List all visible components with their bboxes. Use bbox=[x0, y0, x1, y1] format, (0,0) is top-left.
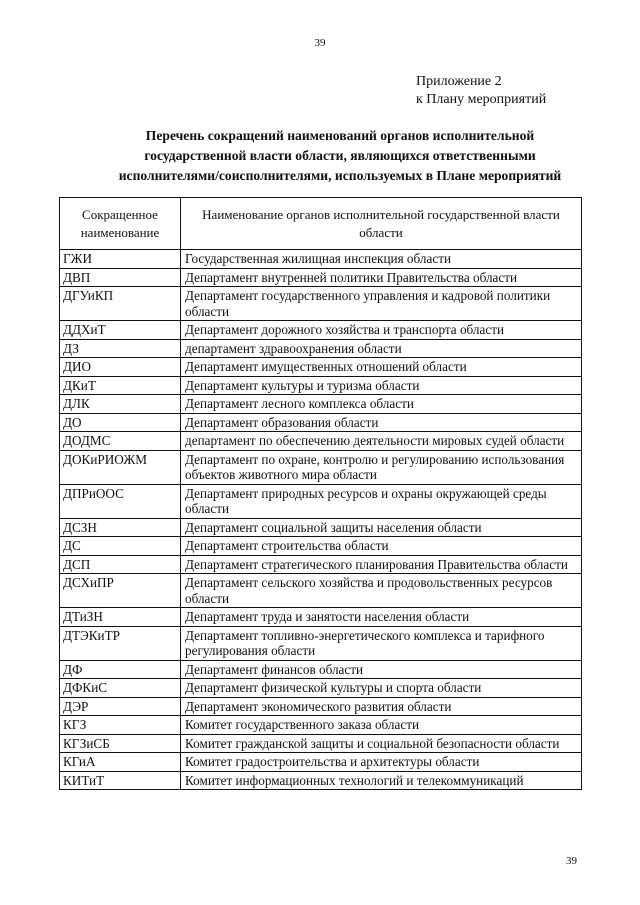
abbreviation-cell: ГЖИ bbox=[60, 250, 181, 269]
table-row bbox=[60, 518, 582, 537]
table-row bbox=[60, 753, 582, 772]
abbreviations-table bbox=[59, 197, 582, 790]
table-row bbox=[60, 716, 582, 735]
table-row bbox=[60, 268, 582, 287]
table-row bbox=[60, 376, 582, 395]
full-name-cell: департамент по обеспечению деятельности мировых судей области bbox=[181, 432, 582, 451]
abbreviation-cell: ДО bbox=[60, 413, 181, 432]
full-name-cell: Департамент внутренней политики Правительства области bbox=[181, 268, 582, 287]
table-row bbox=[60, 555, 582, 574]
full-name-cell: Департамент топливно-энергетического комплекса и тарифного регулирования области bbox=[181, 626, 582, 660]
table-row bbox=[60, 574, 582, 608]
abbreviation-cell: КГиА bbox=[60, 753, 181, 772]
table-row bbox=[60, 321, 582, 340]
table-row bbox=[60, 626, 582, 660]
table-row bbox=[60, 358, 582, 377]
abbreviation-cell: ДЛК bbox=[60, 395, 181, 414]
page-number-top: 39 bbox=[314, 37, 326, 49]
full-name-cell: Департамент стратегического планирования Правительства области bbox=[181, 555, 582, 574]
abbreviation-cell: ДСЗН bbox=[60, 518, 181, 537]
table-row bbox=[60, 395, 582, 414]
full-name-cell: Департамент труда и занятости населения области bbox=[181, 608, 582, 627]
full-name-cell: Комитет государственного заказа области bbox=[181, 716, 582, 735]
table-row bbox=[60, 287, 582, 321]
full-name-cell: Департамент социальной защиты населения области bbox=[181, 518, 582, 537]
table-row bbox=[60, 679, 582, 698]
abbreviation-cell: ДГУиКП bbox=[60, 287, 181, 321]
abbreviation-cell: ДОКиРИОЖМ bbox=[60, 450, 181, 484]
full-name-cell: Департамент природных ресурсов и охраны окружающей среды области bbox=[181, 484, 582, 518]
full-name-cell: Департамент дорожного хозяйства и транспорта области bbox=[181, 321, 582, 340]
full-name-cell: Департамент экономического развития области bbox=[181, 697, 582, 716]
table-row bbox=[60, 660, 582, 679]
full-name-cell: Департамент сельского хозяйства и продовольственных ресурсов области bbox=[181, 574, 582, 608]
abbreviation-cell: ДВП bbox=[60, 268, 181, 287]
abbreviation-cell: КИТиТ bbox=[60, 771, 181, 790]
full-name-cell: Департамент финансов области bbox=[181, 660, 582, 679]
document-title: Перечень сокращений наименований органов исполнительной государственной власти области, являющихся ответственными исполнителями/соисполнителями, используемых в Плане мероприятий bbox=[118, 128, 562, 183]
abbreviation-cell: КГЗиСБ bbox=[60, 734, 181, 753]
table-row bbox=[60, 771, 582, 790]
abbreviation-cell: ДЗ bbox=[60, 339, 181, 358]
abbreviation-cell: ДСП bbox=[60, 555, 181, 574]
abbreviation-cell: ДТЭКиТР bbox=[60, 626, 181, 660]
table-row bbox=[60, 484, 582, 518]
table-row bbox=[60, 339, 582, 358]
appendix-line-1: Приложение 2 bbox=[416, 74, 502, 89]
table-row bbox=[60, 413, 582, 432]
full-name-cell: Комитет информационных технологий и телекоммуникаций bbox=[181, 771, 582, 790]
table-header-row bbox=[60, 198, 582, 250]
table-row bbox=[60, 537, 582, 556]
full-name-cell: Департамент по охране, контролю и регулированию использования объектов животного мира области bbox=[181, 450, 582, 484]
full-name-cell: Департамент образования области bbox=[181, 413, 582, 432]
full-name-cell: Комитет градостроительства и архитектуры области bbox=[181, 753, 582, 772]
table-row bbox=[60, 450, 582, 484]
table-row bbox=[60, 432, 582, 451]
abbreviation-cell: ДФКиС bbox=[60, 679, 181, 698]
full-name-cell: Департамент государственного управления и кадровой политики области bbox=[181, 287, 582, 321]
full-name-cell: Департамент физической культуры и спорта области bbox=[181, 679, 582, 698]
abbreviation-cell: ДЭР bbox=[60, 697, 181, 716]
abbreviation-cell: ДПРиООС bbox=[60, 484, 181, 518]
table-row bbox=[60, 734, 582, 753]
full-name-cell: Департамент имущественных отношений области bbox=[181, 358, 582, 377]
table-row bbox=[60, 250, 582, 269]
header-full-name: Наименование органов исполнительной государственной власти области bbox=[181, 198, 582, 250]
appendix-line-2: к Плану мероприятий bbox=[416, 92, 547, 107]
table-row bbox=[60, 608, 582, 627]
abbreviation-cell: ДКиТ bbox=[60, 376, 181, 395]
abbreviation-cell: ДОДМС bbox=[60, 432, 181, 451]
full-name-cell: департамент здравоохранения области bbox=[181, 339, 582, 358]
abbreviation-cell: ДФ bbox=[60, 660, 181, 679]
header-abbreviation: Сокращенное наименование bbox=[60, 198, 181, 250]
abbreviation-cell: ДТиЗН bbox=[60, 608, 181, 627]
full-name-cell: Департамент строительства области bbox=[181, 537, 582, 556]
full-name-cell: Комитет гражданской защиты и социальной безопасности области bbox=[181, 734, 582, 753]
abbreviation-cell: ДС bbox=[60, 537, 181, 556]
appendix-note bbox=[416, 73, 546, 109]
table-row bbox=[60, 697, 582, 716]
abbreviation-cell: ДДХиТ bbox=[60, 321, 181, 340]
abbreviation-cell: КГЗ bbox=[60, 716, 181, 735]
full-name-cell: Департамент культуры и туризма области bbox=[181, 376, 582, 395]
full-name-cell: Департамент лесного комплекса области bbox=[181, 395, 582, 414]
page-number-bottom: 39 bbox=[566, 855, 577, 867]
abbreviation-cell: ДСХиПР bbox=[60, 574, 181, 608]
abbreviation-cell: ДИО bbox=[60, 358, 181, 377]
full-name-cell: Государственная жилищная инспекция области bbox=[181, 250, 582, 269]
